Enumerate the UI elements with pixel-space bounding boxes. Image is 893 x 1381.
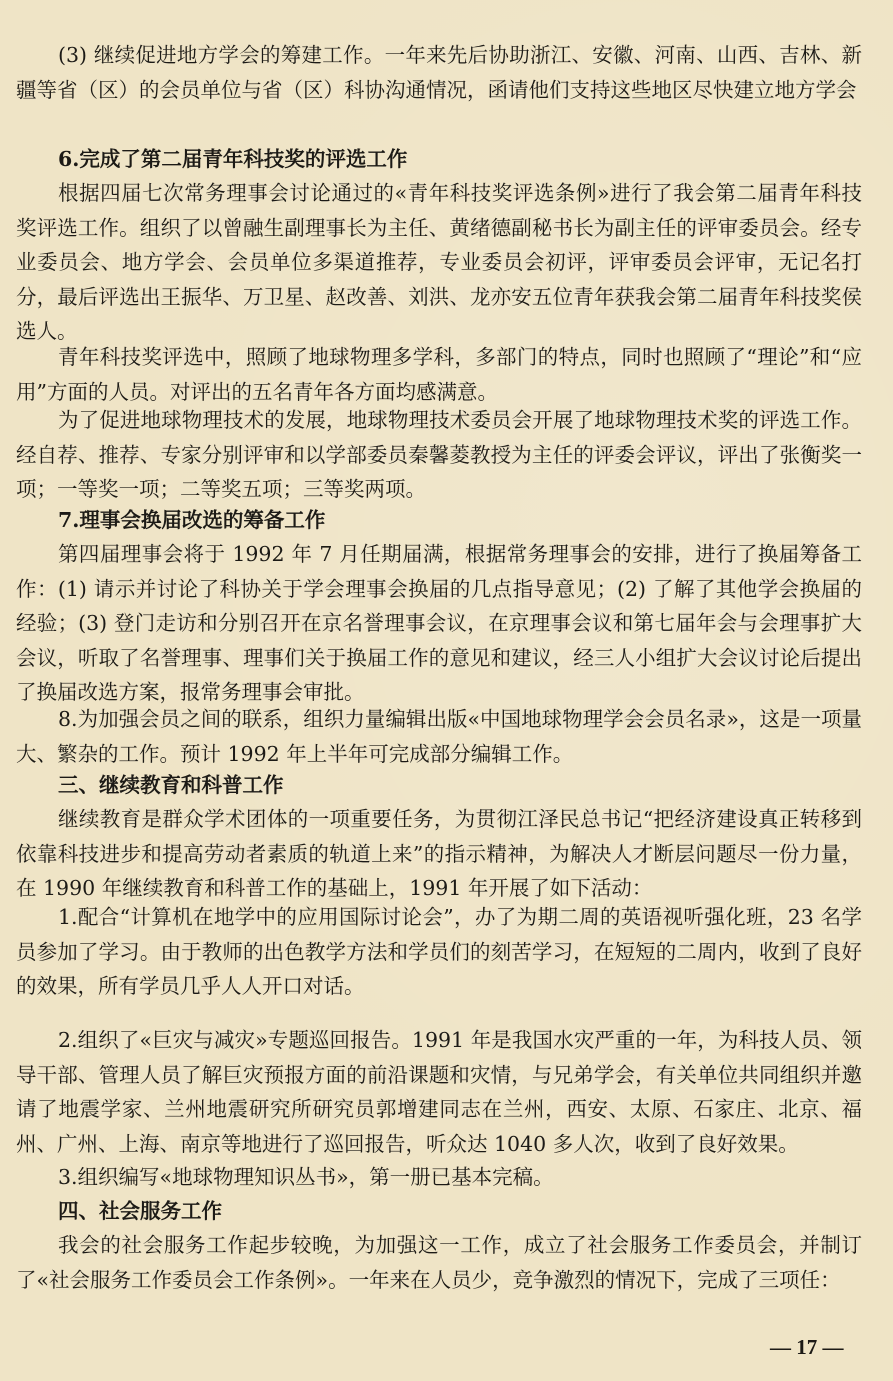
paragraph-youth-award-notes: 青年科技奖评选中，照顾了地球物理多学科，多部门的特点，同时也照顾了“理论”和“应用”方面的人员。对评出的五名青年各方面均感满意。 — [16, 345, 862, 404]
paragraph-book-series: 3.组织编写«地球物理知识丛书»，第一册已基本完稿。 — [58, 1165, 554, 1189]
paragraph-education-intro: 继续教育是群众学术团体的一项重要任务，为贯彻江泽民总书记“把经济建设真正转移到依靠科技进步和提高劳动者素质的轨道上来”的指示精神，为解决人才断层问题尽一份力量，在 1990 年继续教育和科普工作的基础上，1991 年开展了如下活动： — [16, 807, 862, 900]
section-heading-social-service: 四、社会服务工作 — [58, 1199, 222, 1223]
paragraph-social-service: 我会的社会服务工作起步较晚，为加强这一工作，成立了社会服务工作委员会，并制订了«社会服务工作委员会工作条例»。一年来在人员少，竞争激烈的情况下，完成了三项任： — [16, 1233, 862, 1292]
paragraph-local-societies: (3) 继续促进地方学会的筹建工作。一年来先后协助浙江、安徽、河南、山西、吉林、新疆等省（区）的会员单位与省（区）科协沟通情况，函请他们支持这些地区尽快建立地方学会 — [16, 43, 862, 102]
section-heading-council-election: 7.理事会换届改选的筹备工作 — [58, 508, 326, 532]
paragraph-youth-award-selection: 根据四届七次常务理事会讨论通过的«青年科技奖评选条例»进行了我会第二届青年科技奖评选工作。组织了以曾融生副理事长为主任、黄绪德副秘书长为副主任的评审委员会。经专业委员会、地方学会、会员单位多渠道推荐，专业委员会初评，评审委员会评审，无记名打分，最后评选出王振华、万卫星、赵改善、刘洪、龙亦安五位青年获我会第二届青年科技奖侯选人。 — [16, 181, 862, 343]
section-heading-education: 三、继续教育和科普工作 — [58, 773, 284, 797]
page-number: — 17 — — [770, 1335, 844, 1359]
section-heading-youth-award: 6.完成了第二届青年科技奖的评选工作 — [58, 147, 408, 171]
paragraph-disaster-lectures: 2.组织了«巨灾与减灾»专题巡回报告。1991 年是我国水灾严重的一年，为科技人员、领导干部、管理人员了解巨灾预报方面的前沿课题和灾情，与兄弟学会，有关单位共同组织并邀请了地震学家、兰州地震研究所研究员郭增建同志在兰州，西安、太原、石家庄、北京、福州、广州、上海、南京等地进行了巡回报告，听众达 1040 多人次，收到了良好效果。 — [16, 1028, 862, 1156]
paragraph-english-course: 1.配合“计算机在地学中的应用国际讨论会”，办了为期二周的英语视听强化班，23 名学员参加了学习。由于教师的出色教学方法和学员们的刻苦学习，在短短的二周内，收到了良好的效果，所有学员几乎人人开口对话。 — [16, 905, 862, 998]
paragraph-council-election: 第四届理事会将于 1992 年 7 月任期届满，根据常务理事会的安排，进行了换届筹备工作：(1) 请示并讨论了科协关于学会理事会换届的几点指导意见；(2) 了解了其他学会换届的经验；(3) 登门走访和分别召开在京名誉理事会议，在京理事会议和第七届年会与会理事扩大会议，听取了名誉理事、理事们关于换届工作的意见和建议，经三人小组扩大会议讨论后提出了换届改选方案，报常务理事会审批。 — [16, 542, 862, 704]
paragraph-technology-award: 为了促进地球物理技术的发展，地球物理技术委员会开展了地球物理技术奖的评选工作。经自荐、推荐、专家分别评审和以学部委员秦馨菱教授为主任的评委会评议，评出了张衡奖一项；一等奖一项；二等奖五项；三等奖两项。 — [16, 408, 862, 501]
paragraph-member-directory: 8.为加强会员之间的联系，组织力量编辑出版«中国地球物理学会会员名录»，这是一项量大、繁杂的工作。预计 1992 年上半年可完成部分编辑工作。 — [16, 707, 862, 766]
